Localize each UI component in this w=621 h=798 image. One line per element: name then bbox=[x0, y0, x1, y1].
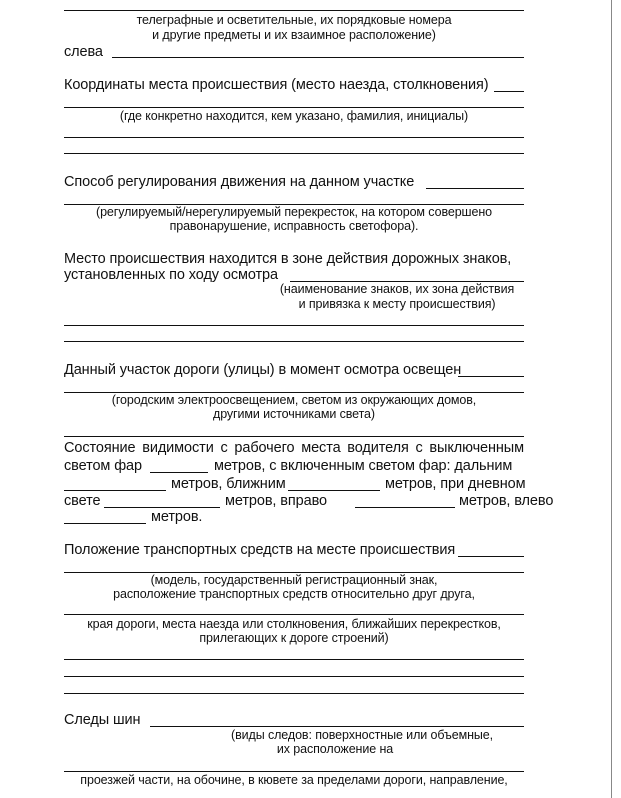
visibility-line-1: Состояние видимости с рабочего места водителя с выключенным bbox=[64, 440, 524, 456]
headlights-off-blank[interactable] bbox=[150, 472, 208, 473]
signs-line-2: установленных по ходу осмотра bbox=[64, 267, 278, 283]
tires-caption: их расположение на bbox=[276, 742, 394, 756]
field-caption: телеграфные и осветительные, их порядковые номера bbox=[136, 13, 452, 27]
blank-line[interactable] bbox=[64, 137, 524, 138]
visibility-line-2a: светом фар bbox=[64, 458, 142, 474]
page-edge bbox=[611, 0, 612, 798]
regulation-caption: правонарушение, исправность светофора). bbox=[169, 219, 419, 233]
low-beam-blank[interactable] bbox=[288, 490, 380, 491]
blank-line[interactable] bbox=[64, 659, 524, 660]
coords-caption: (где конкретно находится, кем указано, фамилия, инициалы) bbox=[119, 109, 469, 123]
blank-line[interactable] bbox=[64, 325, 524, 326]
vehicles-caption: прилегающих к дороге строений) bbox=[199, 631, 389, 645]
coords-blank[interactable] bbox=[494, 91, 524, 92]
blank-line[interactable] bbox=[64, 771, 524, 772]
tires-label: Следы шин bbox=[64, 712, 141, 728]
vehicles-blank[interactable] bbox=[458, 556, 524, 557]
vehicles-caption: (модель, государственный регистрационный знак, bbox=[150, 573, 438, 587]
tires-blank[interactable] bbox=[150, 726, 524, 727]
signs-caption: (наименование знаков, их зона действия bbox=[279, 282, 515, 296]
tires-caption: проезжей части, на обочине, в кювете за пределами дороги, направление, bbox=[80, 773, 508, 787]
vehicles-caption: края дороги, места наезда или столкновения, ближайших перекрестков, bbox=[87, 617, 501, 631]
field-caption: и другие предметы и их взаимное расположение) bbox=[152, 28, 436, 42]
regulation-blank[interactable] bbox=[426, 188, 524, 189]
lighting-caption: (городским электроосвещением, светом из окружающих домов, bbox=[111, 393, 477, 407]
blank-line[interactable] bbox=[64, 693, 524, 694]
visibility-line-2b: метров, с включенным светом фар: дальним bbox=[214, 458, 513, 474]
left-vis-blank[interactable] bbox=[64, 523, 146, 524]
tires-caption: (виды следов: поверхностные или объемные, bbox=[231, 728, 493, 742]
coords-label: Координаты места происшествия (место наезда, столкновения) bbox=[64, 77, 489, 93]
vehicles-label: Положение транспортных средств на месте происшествия bbox=[64, 542, 456, 558]
blank-line[interactable] bbox=[64, 436, 524, 437]
vehicles-caption: расположение транспортных средств относительно друг друга, bbox=[113, 587, 475, 601]
regulation-label: Способ регулирования движения на данном участке bbox=[64, 174, 415, 190]
blank-line[interactable] bbox=[64, 614, 524, 615]
blank-line[interactable] bbox=[64, 10, 524, 11]
right-blank[interactable] bbox=[355, 507, 455, 508]
visibility-line-4b: метров, вправо bbox=[225, 493, 327, 509]
high-beam-blank[interactable] bbox=[64, 490, 166, 491]
visibility-line-3b: метров, при дневном bbox=[385, 476, 526, 492]
left-label: слева bbox=[64, 44, 103, 60]
blank-line[interactable] bbox=[64, 341, 524, 342]
lighting-label: Данный участок дороги (улицы) в момент осмотра освещен bbox=[64, 362, 462, 378]
visibility-line-3a: метров, ближним bbox=[171, 476, 286, 492]
left-blank[interactable] bbox=[112, 57, 524, 58]
signs-line-1: Место происшествия находится в зоне действия дорожных знаков, bbox=[64, 251, 512, 267]
lighting-caption: другими источниками света) bbox=[213, 407, 375, 421]
blank-line[interactable] bbox=[64, 153, 524, 154]
lighting-blank[interactable] bbox=[458, 376, 524, 377]
blank-line[interactable] bbox=[64, 676, 524, 677]
visibility-line-4a: свете bbox=[64, 493, 101, 509]
coords-blank-2[interactable] bbox=[64, 107, 524, 108]
regulation-caption: (регулируемый/нерегулируемый перекресток, на котором совершено bbox=[96, 205, 492, 219]
signs-caption: и привязка к месту происшествия) bbox=[298, 297, 496, 311]
visibility-line-4c: метров, влево bbox=[459, 493, 554, 509]
visibility-line-5: метров. bbox=[151, 509, 203, 525]
